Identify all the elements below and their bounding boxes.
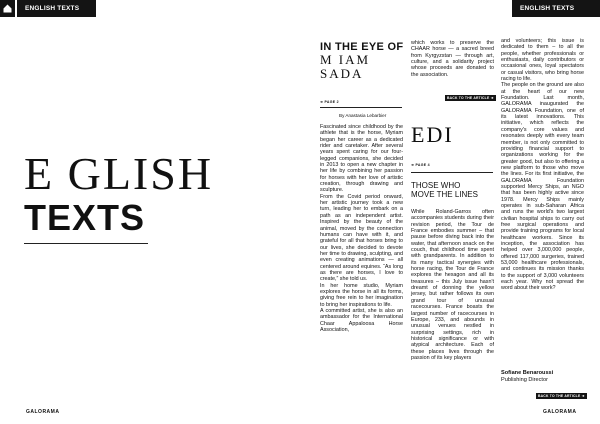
home-button[interactable]	[0, 0, 15, 17]
article2-subtitle-line1: THOSE WHO	[411, 181, 461, 190]
arrow-icon: ➜	[490, 96, 494, 100]
article2-body-cont: and volunteers; this issue is dedicated to them – to all the people, whether professionals or enthusiasts, daily contributors or occasional ones, loyal spectators or casual visitors, who bring horse racing to life. The people on the ground are also at the heart of our new Foundation. Last month, GALORAMA inaugurated the GALORAMA Foundation, one of its latest innovations. This initiative, which reflects the company's core values and resonates deeply with every team member, is not only committed to providing financial support to organizations working for the greater good, but also to offering a new platform to those who move the lines. For its first initiative, the GALORAMA Foundation supported Mercy Ships, an NGO that has been highly active since 1978. Mercy Ships mainly operates in sub-Saharan Africa and runs the world's two largest civilian hospital ships to carry out free surgical operations and provide training programs for local healthcare workers. Since its inception, the association has helped over 3,000,000 people, offered 117,000 surgeries, trained 53,000 healthcare professionals, and continues its mission thanks to the support of 3,000 volunteers each year. Why not spread the word about their work?	[501, 38, 584, 292]
left-page-title-line2: TEXTS	[24, 197, 146, 238]
article1-body-cont: which works to preserve the CHAAR horse — a sacred breed from Kyrgyzstan — through art, culture, and a solidarity project whose proceeds are donated to the association.	[411, 40, 494, 78]
article2-page-label: ➜ PAGE 4	[411, 163, 430, 167]
header-bar-left	[17, 0, 96, 17]
left-page-rule	[24, 243, 148, 244]
arrow-icon: ➜	[581, 394, 585, 398]
article1-back-button[interactable]: BACK TO THE ARTICLE ➜	[447, 96, 494, 100]
article2-back-button[interactable]: BACK TO THE ARTICLE ➜	[538, 394, 585, 398]
header-title-right: ENGLISH TEXTS	[520, 5, 575, 12]
article1-author: By Anastasia Lebarbier	[339, 113, 387, 118]
article1-rule	[320, 107, 402, 108]
left-footer-logo: GALORAMA	[26, 409, 60, 415]
arrow-icon: ➜	[320, 100, 325, 104]
article2-title-big: EDI	[411, 122, 454, 147]
article1-title-line1: IN THE EYE OF	[320, 41, 404, 53]
article1-title-line3: SADA	[320, 66, 364, 81]
right-footer-logo: GALORAMA	[543, 409, 577, 415]
article2-subtitle-line2: MOVE THE LINES	[411, 190, 478, 199]
left-page-title-line1: E GLISH	[24, 148, 214, 199]
article1-page-label: ➜ PAGE 2	[320, 100, 339, 104]
header-title-left: ENGLISH TEXTS	[25, 5, 80, 12]
article2-column2	[501, 38, 584, 292]
article1-body: Fascinated since childhood by the athlete that is the horse, Myriam began her career as a dedicated rider and caretaker. After several years spent caring for our four-legged companions, she decided in 2013 to open a new chapter in her life by combining her passion for horses with her love of artistic creation, through drawing and sculpture. From the Covid period onward, her artistic journey took a new turn, leading her to embark on a path as an independent artist. Inspired by the beauty of the animal, moved by the connection humans can have with it, and grateful for all that horses bring to our lives, she decided to devote her time to drawing, sculpting, and even creating animations — all centered around equines. “As long as there are horses, I love to create,” she told us. In her home studio, Myriam explores the horse in all its forms, giving free rein to her imagination to bring her inspirations to life. A committed artist, she is also an ambassador for the International Chaar Appaloosa Horse Association,	[320, 124, 403, 333]
article1-column2	[411, 40, 494, 78]
article2-signature-name: Sofiane Benaroussi	[501, 370, 554, 376]
header-bar-right	[512, 0, 600, 17]
article1-title-line2: M IAM	[320, 52, 371, 67]
article2-body: While Roland-Garros often accompanies students during their revision period, the Tour de France embodies summer – that pause before diving back into the water, that afternoon snack on the couch, that childhood time spent with grandparents. In addition to its many tactical synergies with horse racing, the Tour de France explores the hexagon and all its treasures – this July issue hasn't dreamt of donning the yellow jersey, but rather follows its own grand tour of unusual racecourses. France boasts the largest number of racecourses in Europe, 233, and abounds in unusual venues nestled in surprising settings, rich in historical significance or with atypical architecture. Each of these places lives through the passion of its key players	[411, 209, 494, 361]
article2-rule	[411, 172, 493, 173]
arrow-icon: ➜	[411, 163, 416, 167]
article2-column1	[411, 209, 494, 361]
home-icon	[0, 0, 15, 17]
article2-signature-title: Publishing Director	[501, 377, 548, 383]
article1-column1	[320, 124, 403, 424]
